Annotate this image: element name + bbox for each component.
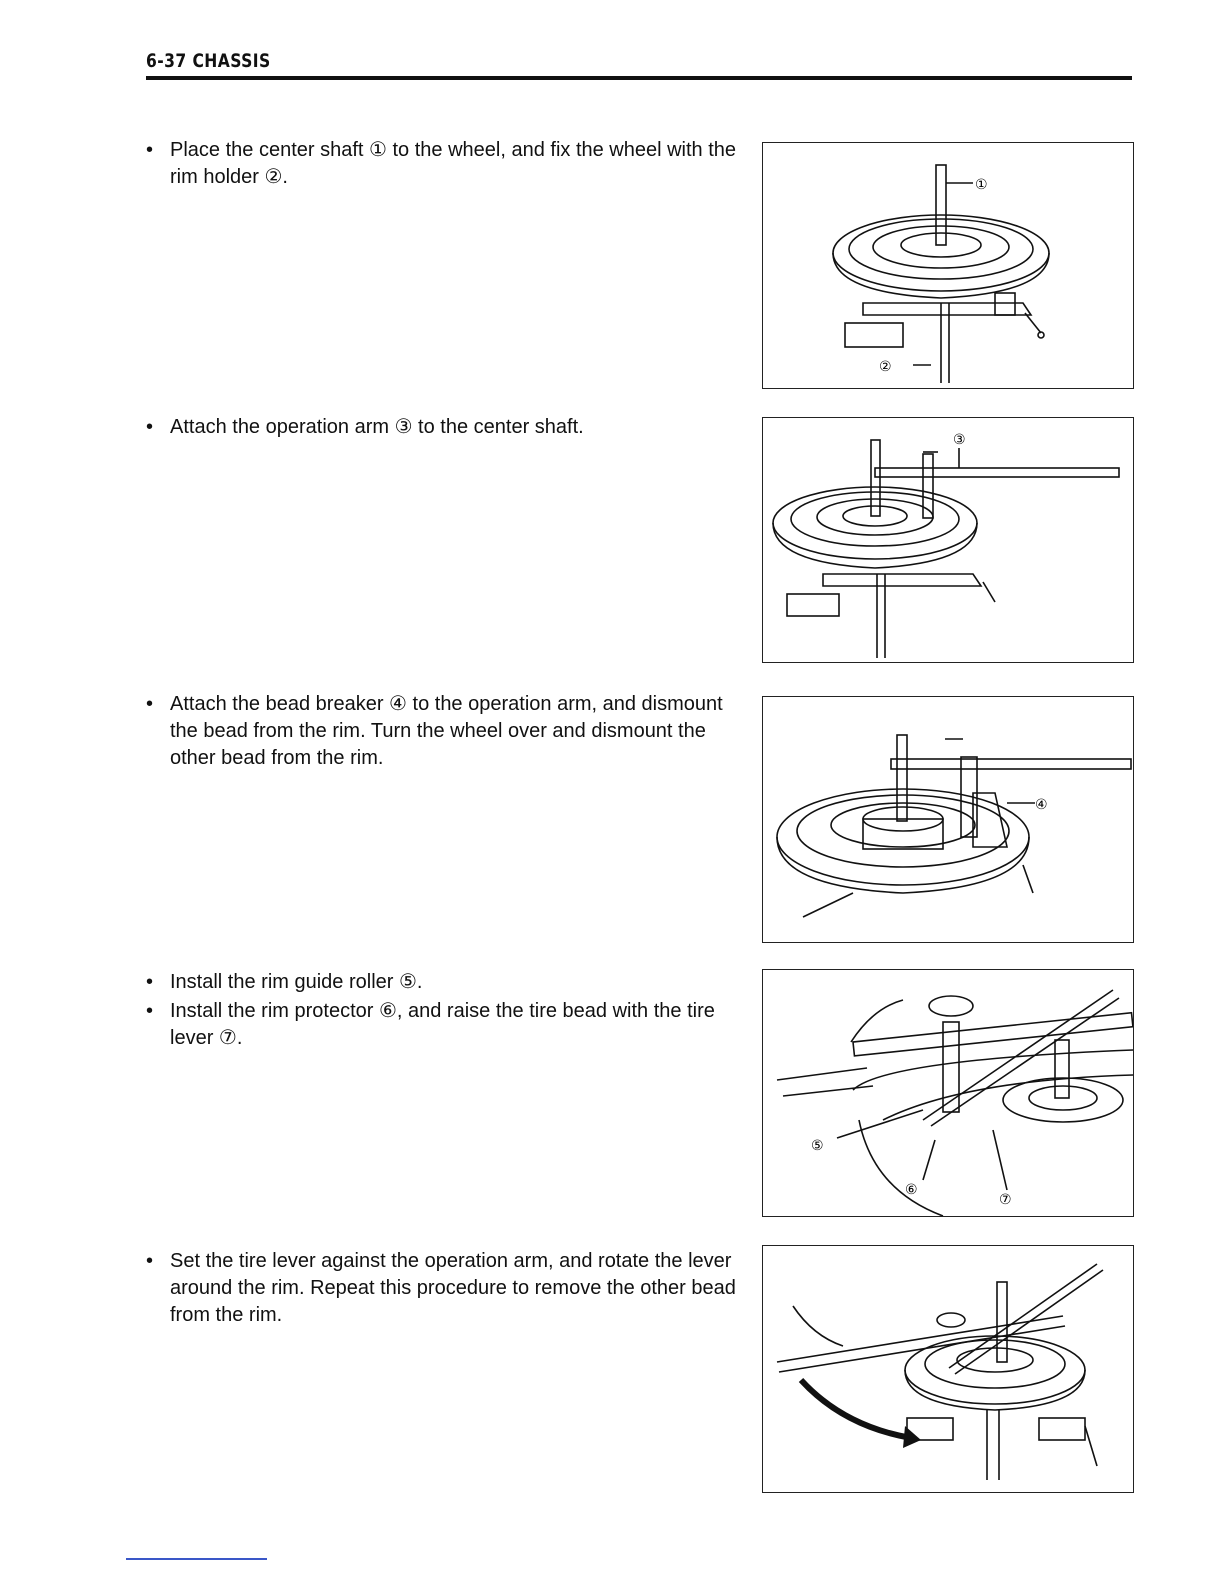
figure-2-operation-arm (762, 417, 1134, 663)
wheel-center-shaft-illustration (763, 143, 1133, 388)
step-1-bullet-1: • Place the center shaft ① to the wheel, and fix the wheel with the rim holder ②. (146, 137, 746, 191)
header-rule (146, 76, 1132, 80)
step-2-bullet-1: • Attach the operation arm ③ to the center shaft. (146, 414, 746, 441)
page-header (146, 50, 1132, 80)
arrow-head-icon (903, 1426, 921, 1448)
label-operation-arm: ③ (953, 432, 966, 448)
rotate-lever-illustration (763, 1246, 1133, 1492)
step-4-bullet-1: • Install the rim guide roller ⑤. (146, 969, 746, 996)
rotation-arrow-icon (801, 1380, 911, 1438)
page-title: 6-37 CHASSIS (146, 50, 271, 72)
step-5 (146, 1248, 746, 1331)
bead-breaker-illustration (763, 697, 1133, 942)
step-3 (146, 691, 746, 774)
label-rim-holder: ② (879, 359, 892, 375)
figure-5-rotate-lever (762, 1245, 1134, 1493)
label-rim-guide-roller: ⑤ (811, 1138, 824, 1154)
figure-4-rim-guide-roller (762, 969, 1134, 1217)
step-5-bullet-1: • Set the tire lever against the operation arm, and rotate the lever around the rim. Repeat this procedure to remove the other bead from the rim. (146, 1248, 746, 1329)
step-1 (146, 137, 746, 193)
rim-guide-roller-illustration (763, 970, 1133, 1216)
operation-arm-illustration (763, 418, 1133, 662)
figure-1-center-shaft (762, 142, 1134, 389)
step-2 (146, 414, 746, 443)
label-center-shaft: ① (975, 177, 988, 193)
footer-line (126, 1558, 267, 1560)
label-tire-lever: ⑦ (999, 1192, 1012, 1208)
step-4 (146, 969, 746, 1054)
label-rim-protector: ⑥ (905, 1182, 918, 1198)
figure-3-bead-breaker (762, 696, 1134, 943)
step-3-bullet-1: • Attach the bead breaker ④ to the operation arm, and dismount the bead from the rim. Turn the wheel over and dismount the other bead from the rim. (146, 691, 746, 772)
label-bead-breaker: ④ (1035, 797, 1048, 813)
step-4-bullet-2: • Install the rim protector ⑥, and raise the tire bead with the tire lever ⑦. (146, 998, 746, 1052)
